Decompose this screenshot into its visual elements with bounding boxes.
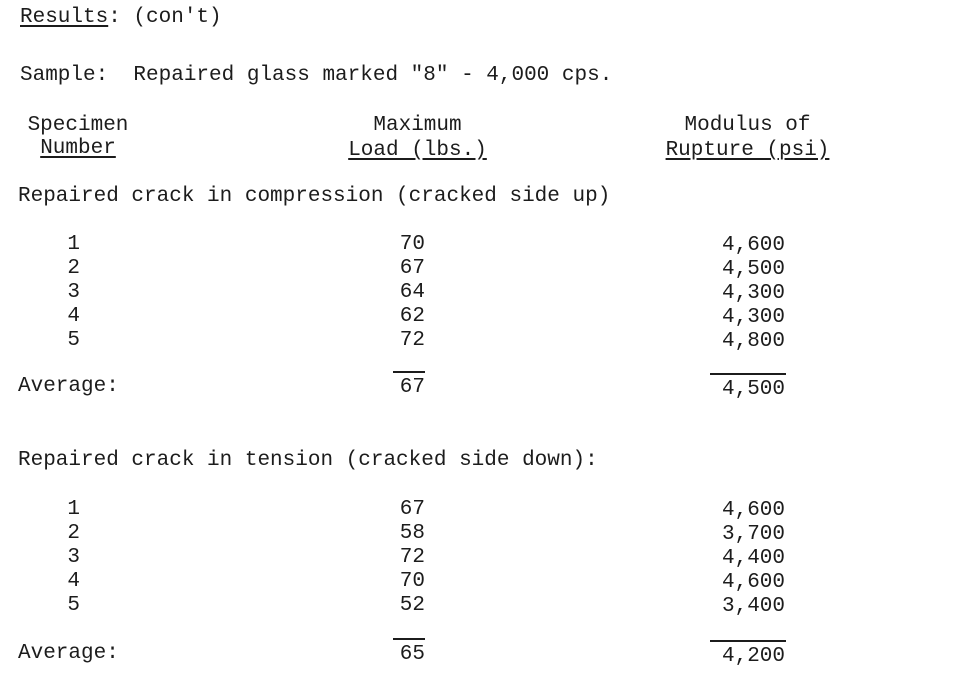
- specimen-number: 1: [67, 233, 80, 256]
- average-modulus-rule: [710, 640, 786, 642]
- max-load: 52: [399, 594, 425, 617]
- results-suffix: : (con't): [108, 6, 222, 29]
- average-load-rule: [393, 638, 425, 640]
- modulus-of-rupture: 3,400: [721, 595, 785, 618]
- specimen-number: 3: [67, 546, 80, 569]
- modulus-of-rupture: 4,300: [721, 282, 785, 305]
- specimen-number: 2: [67, 257, 80, 280]
- max-load: 64: [399, 281, 425, 304]
- average-load: 65: [399, 643, 425, 666]
- section-title-compression: Repaired crack in compression (cracked side up): [18, 185, 611, 208]
- load-header-line2: Load (lbs.): [348, 139, 487, 162]
- max-load: 72: [399, 329, 425, 352]
- average-label: Average:: [18, 642, 119, 665]
- modulus-of-rupture: 4,300: [721, 306, 785, 329]
- modulus-of-rupture: 4,400: [721, 547, 785, 570]
- modulus-of-rupture: 4,600: [721, 234, 785, 257]
- max-load: 58: [399, 522, 425, 545]
- max-load: 62: [399, 305, 425, 328]
- specimen-header-line2: Number: [40, 137, 116, 160]
- modulus-of-rupture: 4,500: [721, 258, 785, 281]
- specimen-number: 4: [67, 305, 80, 328]
- average-load: 67: [399, 376, 425, 399]
- max-load: 67: [399, 498, 425, 521]
- specimen-number: 4: [67, 570, 80, 593]
- specimen-number: 2: [67, 522, 80, 545]
- average-modulus-rule: [710, 373, 786, 375]
- max-load: 67: [399, 257, 425, 280]
- specimen-number: 3: [67, 281, 80, 304]
- modulus-header-line1: Modulus of: [684, 114, 811, 137]
- max-load: 72: [399, 546, 425, 569]
- section-title-tension: Repaired crack in tension (cracked side down):: [18, 449, 598, 472]
- sample-line: Sample: Repaired glass marked "8" - 4,000 cps.: [20, 64, 613, 87]
- specimen-number: 5: [67, 594, 80, 617]
- average-modulus: 4,200: [721, 645, 785, 668]
- modulus-of-rupture: 3,700: [721, 523, 785, 546]
- modulus-header-line2: Rupture (psi): [665, 139, 830, 162]
- modulus-of-rupture: 4,800: [721, 330, 785, 353]
- results-label: Results: [20, 6, 109, 29]
- max-load: 70: [399, 570, 425, 593]
- results-heading: [20, 6, 222, 30]
- average-label: Average:: [18, 375, 119, 398]
- specimen-number: 1: [67, 498, 80, 521]
- average-modulus: 4,500: [721, 378, 785, 401]
- specimen-number: 5: [67, 329, 80, 352]
- average-load-rule: [393, 371, 425, 373]
- specimen-header-line1: Specimen: [27, 114, 129, 137]
- modulus-of-rupture: 4,600: [721, 499, 785, 522]
- modulus-of-rupture: 4,600: [721, 571, 785, 594]
- max-load: 70: [399, 233, 425, 256]
- load-header-line1: Maximum: [373, 114, 462, 137]
